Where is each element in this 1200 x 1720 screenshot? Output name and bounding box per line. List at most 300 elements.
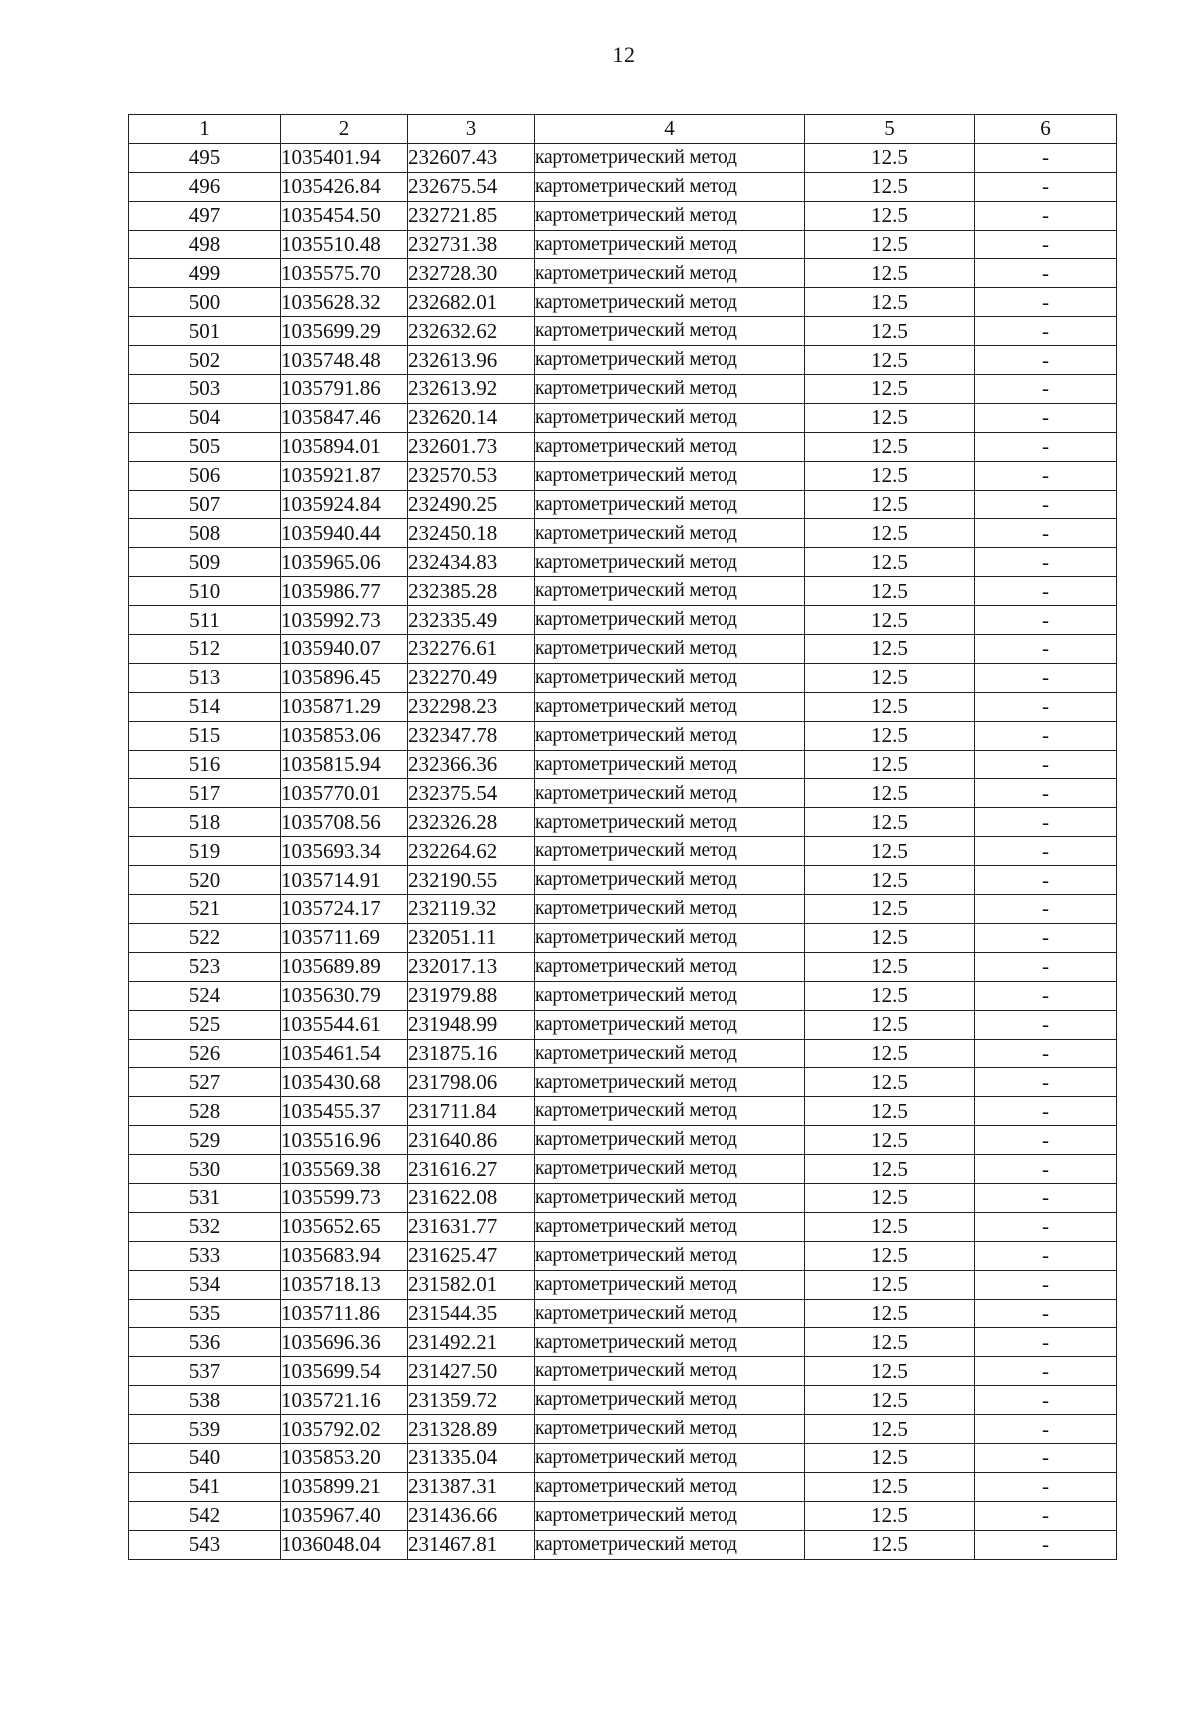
point-number-cell: 502: [129, 346, 281, 375]
accuracy-cell: 12.5: [805, 808, 975, 837]
method-cell: картометрический метод: [535, 981, 805, 1010]
point-number-cell: 513: [129, 663, 281, 692]
y-coordinate-cell: 231625.47: [408, 1241, 535, 1270]
method-cell: картометрический метод: [535, 663, 805, 692]
accuracy-cell: 12.5: [805, 1010, 975, 1039]
method-cell: картометрический метод: [535, 403, 805, 432]
table-row: [129, 866, 1117, 895]
accuracy-cell: 12.5: [805, 1501, 975, 1530]
description-cell: -: [975, 288, 1117, 317]
point-number-cell: 536: [129, 1328, 281, 1357]
point-number-cell: 527: [129, 1068, 281, 1097]
x-coordinate-cell: 1035721.16: [281, 1386, 408, 1415]
y-coordinate-cell: 231436.66: [408, 1501, 535, 1530]
description-cell: -: [975, 808, 1117, 837]
method-cell: картометрический метод: [535, 1386, 805, 1415]
point-number-cell: 505: [129, 432, 281, 461]
table-row: [129, 663, 1117, 692]
y-coordinate-cell: 232298.23: [408, 692, 535, 721]
x-coordinate-cell: 1035708.56: [281, 808, 408, 837]
column-header: 2: [281, 115, 408, 144]
x-coordinate-cell: 1035992.73: [281, 606, 408, 635]
x-coordinate-cell: 1035699.29: [281, 317, 408, 346]
x-coordinate-cell: 1035924.84: [281, 490, 408, 519]
x-coordinate-cell: 1035599.73: [281, 1183, 408, 1212]
y-coordinate-cell: 232335.49: [408, 606, 535, 635]
table-row: [129, 923, 1117, 952]
x-coordinate-cell: 1035748.48: [281, 346, 408, 375]
point-number-cell: 496: [129, 172, 281, 201]
table-row: [129, 1068, 1117, 1097]
description-cell: -: [975, 172, 1117, 201]
accuracy-cell: 12.5: [805, 143, 975, 172]
description-cell: -: [975, 201, 1117, 230]
accuracy-cell: 12.5: [805, 317, 975, 346]
y-coordinate-cell: 232347.78: [408, 721, 535, 750]
x-coordinate-cell: 1035461.54: [281, 1039, 408, 1068]
point-number-cell: 539: [129, 1415, 281, 1444]
table-header-row: [129, 115, 1117, 144]
point-number-cell: 532: [129, 1212, 281, 1241]
table-row: [129, 837, 1117, 866]
table-row: [129, 490, 1117, 519]
method-cell: картометрический метод: [535, 1472, 805, 1501]
point-number-cell: 506: [129, 461, 281, 490]
accuracy-cell: 12.5: [805, 1357, 975, 1386]
point-number-cell: 508: [129, 519, 281, 548]
x-coordinate-cell: 1035401.94: [281, 143, 408, 172]
x-coordinate-cell: 1035510.48: [281, 230, 408, 259]
point-number-cell: 520: [129, 866, 281, 895]
x-coordinate-cell: 1035871.29: [281, 692, 408, 721]
point-number-cell: 534: [129, 1270, 281, 1299]
table-row: [129, 1386, 1117, 1415]
accuracy-cell: 12.5: [805, 548, 975, 577]
method-cell: картометрический метод: [535, 1155, 805, 1184]
description-cell: -: [975, 1010, 1117, 1039]
description-cell: -: [975, 577, 1117, 606]
method-cell: картометрический метод: [535, 1241, 805, 1270]
method-cell: картометрический метод: [535, 1415, 805, 1444]
table-row: [129, 635, 1117, 664]
y-coordinate-cell: 231544.35: [408, 1299, 535, 1328]
y-coordinate-cell: 232366.36: [408, 750, 535, 779]
point-number-cell: 514: [129, 692, 281, 721]
y-coordinate-cell: 231631.77: [408, 1212, 535, 1241]
column-header: 3: [408, 115, 535, 144]
point-number-cell: 522: [129, 923, 281, 952]
point-number-cell: 525: [129, 1010, 281, 1039]
description-cell: -: [975, 1328, 1117, 1357]
table-row: [129, 895, 1117, 924]
point-number-cell: 507: [129, 490, 281, 519]
method-cell: картометрический метод: [535, 1068, 805, 1097]
description-cell: -: [975, 259, 1117, 288]
description-cell: -: [975, 1155, 1117, 1184]
accuracy-cell: 12.5: [805, 519, 975, 548]
table-row: [129, 201, 1117, 230]
table-row: [129, 1501, 1117, 1530]
accuracy-cell: 12.5: [805, 403, 975, 432]
x-coordinate-cell: 1035770.01: [281, 779, 408, 808]
accuracy-cell: 12.5: [805, 1126, 975, 1155]
column-header: 4: [535, 115, 805, 144]
method-cell: картометрический метод: [535, 143, 805, 172]
description-cell: -: [975, 721, 1117, 750]
description-cell: -: [975, 1357, 1117, 1386]
y-coordinate-cell: 232375.54: [408, 779, 535, 808]
y-coordinate-cell: 232450.18: [408, 519, 535, 548]
accuracy-cell: 12.5: [805, 1415, 975, 1444]
accuracy-cell: 12.5: [805, 577, 975, 606]
table-row: [129, 1530, 1117, 1559]
table-row: [129, 1039, 1117, 1068]
accuracy-cell: 12.5: [805, 346, 975, 375]
x-coordinate-cell: 1035630.79: [281, 981, 408, 1010]
table-row: [129, 346, 1117, 375]
point-number-cell: 529: [129, 1126, 281, 1155]
method-cell: картометрический метод: [535, 721, 805, 750]
method-cell: картометрический метод: [535, 490, 805, 519]
y-coordinate-cell: 232613.92: [408, 375, 535, 404]
x-coordinate-cell: 1035575.70: [281, 259, 408, 288]
table-row: [129, 750, 1117, 779]
table-row: [129, 1328, 1117, 1357]
x-coordinate-cell: 1035853.20: [281, 1443, 408, 1472]
accuracy-cell: 12.5: [805, 895, 975, 924]
accuracy-cell: 12.5: [805, 375, 975, 404]
x-coordinate-cell: 1035792.02: [281, 1415, 408, 1444]
point-number-cell: 531: [129, 1183, 281, 1212]
method-cell: картометрический метод: [535, 1212, 805, 1241]
method-cell: картометрический метод: [535, 172, 805, 201]
y-coordinate-cell: 232270.49: [408, 663, 535, 692]
x-coordinate-cell: 1035847.46: [281, 403, 408, 432]
point-number-cell: 535: [129, 1299, 281, 1328]
y-coordinate-cell: 232728.30: [408, 259, 535, 288]
y-coordinate-cell: 231359.72: [408, 1386, 535, 1415]
point-number-cell: 515: [129, 721, 281, 750]
x-coordinate-cell: 1035711.69: [281, 923, 408, 952]
y-coordinate-cell: 231582.01: [408, 1270, 535, 1299]
point-number-cell: 518: [129, 808, 281, 837]
point-number-cell: 495: [129, 143, 281, 172]
method-cell: картометрический метод: [535, 519, 805, 548]
description-cell: -: [975, 1299, 1117, 1328]
table-row: [129, 692, 1117, 721]
y-coordinate-cell: 232190.55: [408, 866, 535, 895]
accuracy-cell: 12.5: [805, 837, 975, 866]
x-coordinate-cell: 1035569.38: [281, 1155, 408, 1184]
accuracy-cell: 12.5: [805, 1299, 975, 1328]
x-coordinate-cell: 1035791.86: [281, 375, 408, 404]
description-cell: -: [975, 1039, 1117, 1068]
y-coordinate-cell: 232613.96: [408, 346, 535, 375]
description-cell: -: [975, 663, 1117, 692]
method-cell: картометрический метод: [535, 1357, 805, 1386]
x-coordinate-cell: 1035967.40: [281, 1501, 408, 1530]
description-cell: -: [975, 461, 1117, 490]
method-cell: картометрический метод: [535, 1097, 805, 1126]
column-header: 5: [805, 115, 975, 144]
description-cell: -: [975, 1501, 1117, 1530]
table-row: [129, 288, 1117, 317]
page-number: 12: [612, 42, 636, 67]
description-cell: -: [975, 375, 1117, 404]
accuracy-cell: 12.5: [805, 952, 975, 981]
accuracy-cell: 12.5: [805, 1270, 975, 1299]
point-number-cell: 500: [129, 288, 281, 317]
x-coordinate-cell: 1035455.37: [281, 1097, 408, 1126]
y-coordinate-cell: 231492.21: [408, 1328, 535, 1357]
x-coordinate-cell: 1035628.32: [281, 288, 408, 317]
method-cell: картометрический метод: [535, 895, 805, 924]
table-row: [129, 1357, 1117, 1386]
table-body: [129, 143, 1117, 1559]
method-cell: картометрический метод: [535, 375, 805, 404]
table-row: [129, 548, 1117, 577]
accuracy-cell: 12.5: [805, 692, 975, 721]
description-cell: -: [975, 1270, 1117, 1299]
x-coordinate-cell: 1035986.77: [281, 577, 408, 606]
y-coordinate-cell: 232632.62: [408, 317, 535, 346]
accuracy-cell: 12.5: [805, 1155, 975, 1184]
point-number-cell: 504: [129, 403, 281, 432]
accuracy-cell: 12.5: [805, 981, 975, 1010]
accuracy-cell: 12.5: [805, 230, 975, 259]
y-coordinate-cell: 232675.54: [408, 172, 535, 201]
x-coordinate-cell: 1035454.50: [281, 201, 408, 230]
description-cell: -: [975, 750, 1117, 779]
point-number-cell: 498: [129, 230, 281, 259]
point-number-cell: 501: [129, 317, 281, 346]
description-cell: -: [975, 1472, 1117, 1501]
table-row: [129, 1212, 1117, 1241]
accuracy-cell: 12.5: [805, 866, 975, 895]
table-row: [129, 259, 1117, 288]
accuracy-cell: 12.5: [805, 721, 975, 750]
accuracy-cell: 12.5: [805, 1530, 975, 1559]
description-cell: -: [975, 490, 1117, 519]
accuracy-cell: 12.5: [805, 1241, 975, 1270]
x-coordinate-cell: 1035921.87: [281, 461, 408, 490]
table-row: [129, 1443, 1117, 1472]
method-cell: картометрический метод: [535, 201, 805, 230]
y-coordinate-cell: 232607.43: [408, 143, 535, 172]
method-cell: картометрический метод: [535, 1270, 805, 1299]
accuracy-cell: 12.5: [805, 1386, 975, 1415]
x-coordinate-cell: 1036048.04: [281, 1530, 408, 1559]
y-coordinate-cell: 231979.88: [408, 981, 535, 1010]
method-cell: картометрический метод: [535, 1443, 805, 1472]
table-row: [129, 779, 1117, 808]
table-row: [129, 519, 1117, 548]
method-cell: картометрический метод: [535, 1299, 805, 1328]
table-row: [129, 577, 1117, 606]
accuracy-cell: 12.5: [805, 1212, 975, 1241]
description-cell: -: [975, 432, 1117, 461]
y-coordinate-cell: 232682.01: [408, 288, 535, 317]
method-cell: картометрический метод: [535, 866, 805, 895]
column-header: 6: [975, 115, 1117, 144]
x-coordinate-cell: 1035940.07: [281, 635, 408, 664]
column-header: 1: [129, 115, 281, 144]
method-cell: картометрический метод: [535, 837, 805, 866]
x-coordinate-cell: 1035426.84: [281, 172, 408, 201]
point-number-cell: 511: [129, 606, 281, 635]
y-coordinate-cell: 232326.28: [408, 808, 535, 837]
table-row: [129, 606, 1117, 635]
table-row: [129, 1270, 1117, 1299]
method-cell: картометрический метод: [535, 808, 805, 837]
x-coordinate-cell: 1035544.61: [281, 1010, 408, 1039]
x-coordinate-cell: 1035711.86: [281, 1299, 408, 1328]
point-number-cell: 512: [129, 635, 281, 664]
method-cell: картометрический метод: [535, 432, 805, 461]
y-coordinate-cell: 232434.83: [408, 548, 535, 577]
method-cell: картометрический метод: [535, 1501, 805, 1530]
method-cell: картометрический метод: [535, 952, 805, 981]
description-cell: -: [975, 923, 1117, 952]
y-coordinate-cell: 232620.14: [408, 403, 535, 432]
table-row: [129, 1126, 1117, 1155]
description-cell: -: [975, 1386, 1117, 1415]
description-cell: -: [975, 837, 1117, 866]
table-row: [129, 1097, 1117, 1126]
table-row: [129, 1415, 1117, 1444]
method-cell: картометрический метод: [535, 548, 805, 577]
method-cell: картометрический метод: [535, 288, 805, 317]
y-coordinate-cell: 231427.50: [408, 1357, 535, 1386]
x-coordinate-cell: 1035652.65: [281, 1212, 408, 1241]
y-coordinate-cell: 231948.99: [408, 1010, 535, 1039]
method-cell: картометрический метод: [535, 1328, 805, 1357]
point-number-cell: 538: [129, 1386, 281, 1415]
description-cell: -: [975, 606, 1117, 635]
accuracy-cell: 12.5: [805, 1097, 975, 1126]
table-row: [129, 1472, 1117, 1501]
x-coordinate-cell: 1035693.34: [281, 837, 408, 866]
method-cell: картометрический метод: [535, 779, 805, 808]
point-number-cell: 543: [129, 1530, 281, 1559]
point-number-cell: 510: [129, 577, 281, 606]
method-cell: картометрический метод: [535, 692, 805, 721]
description-cell: -: [975, 779, 1117, 808]
x-coordinate-cell: 1035896.45: [281, 663, 408, 692]
description-cell: -: [975, 1068, 1117, 1097]
y-coordinate-cell: 232264.62: [408, 837, 535, 866]
point-number-cell: 509: [129, 548, 281, 577]
description-cell: -: [975, 866, 1117, 895]
table-row: [129, 952, 1117, 981]
accuracy-cell: 12.5: [805, 1039, 975, 1068]
point-number-cell: 526: [129, 1039, 281, 1068]
y-coordinate-cell: 231467.81: [408, 1530, 535, 1559]
accuracy-cell: 12.5: [805, 490, 975, 519]
x-coordinate-cell: 1035724.17: [281, 895, 408, 924]
accuracy-cell: 12.5: [805, 259, 975, 288]
y-coordinate-cell: 231798.06: [408, 1068, 535, 1097]
description-cell: -: [975, 548, 1117, 577]
x-coordinate-cell: 1035683.94: [281, 1241, 408, 1270]
table-row: [129, 172, 1117, 201]
table-row: [129, 981, 1117, 1010]
coordinates-table: [128, 114, 1117, 1560]
description-cell: -: [975, 1183, 1117, 1212]
point-number-cell: 499: [129, 259, 281, 288]
accuracy-cell: 12.5: [805, 923, 975, 952]
accuracy-cell: 12.5: [805, 1472, 975, 1501]
y-coordinate-cell: 232731.38: [408, 230, 535, 259]
x-coordinate-cell: 1035689.89: [281, 952, 408, 981]
description-cell: -: [975, 1443, 1117, 1472]
y-coordinate-cell: 232570.53: [408, 461, 535, 490]
y-coordinate-cell: 232276.61: [408, 635, 535, 664]
method-cell: картометрический метод: [535, 317, 805, 346]
method-cell: картометрический метод: [535, 461, 805, 490]
accuracy-cell: 12.5: [805, 779, 975, 808]
description-cell: -: [975, 1212, 1117, 1241]
point-number-cell: 497: [129, 201, 281, 230]
method-cell: картометрический метод: [535, 1530, 805, 1559]
x-coordinate-cell: 1035516.96: [281, 1126, 408, 1155]
accuracy-cell: 12.5: [805, 663, 975, 692]
point-number-cell: 537: [129, 1357, 281, 1386]
method-cell: картометрический метод: [535, 259, 805, 288]
accuracy-cell: 12.5: [805, 606, 975, 635]
description-cell: -: [975, 952, 1117, 981]
x-coordinate-cell: 1035815.94: [281, 750, 408, 779]
accuracy-cell: 12.5: [805, 1328, 975, 1357]
y-coordinate-cell: 232721.85: [408, 201, 535, 230]
y-coordinate-cell: 232119.32: [408, 895, 535, 924]
x-coordinate-cell: 1035894.01: [281, 432, 408, 461]
x-coordinate-cell: 1035696.36: [281, 1328, 408, 1357]
method-cell: картометрический метод: [535, 606, 805, 635]
table-row: [129, 403, 1117, 432]
y-coordinate-cell: 232017.13: [408, 952, 535, 981]
accuracy-cell: 12.5: [805, 288, 975, 317]
accuracy-cell: 12.5: [805, 750, 975, 779]
description-cell: -: [975, 230, 1117, 259]
description-cell: -: [975, 692, 1117, 721]
method-cell: картометрический метод: [535, 750, 805, 779]
method-cell: картометрический метод: [535, 577, 805, 606]
x-coordinate-cell: 1035430.68: [281, 1068, 408, 1097]
table-row: [129, 461, 1117, 490]
method-cell: картометрический метод: [535, 1039, 805, 1068]
description-cell: -: [975, 895, 1117, 924]
point-number-cell: 528: [129, 1097, 281, 1126]
description-cell: -: [975, 1241, 1117, 1270]
table-row: [129, 1241, 1117, 1270]
x-coordinate-cell: 1035965.06: [281, 548, 408, 577]
x-coordinate-cell: 1035940.44: [281, 519, 408, 548]
accuracy-cell: 12.5: [805, 172, 975, 201]
point-number-cell: 540: [129, 1443, 281, 1472]
table-row: [129, 230, 1117, 259]
description-cell: -: [975, 1097, 1117, 1126]
accuracy-cell: 12.5: [805, 1068, 975, 1097]
table-row: [129, 808, 1117, 837]
description-cell: -: [975, 635, 1117, 664]
accuracy-cell: 12.5: [805, 1183, 975, 1212]
description-cell: -: [975, 519, 1117, 548]
table-row: [129, 375, 1117, 404]
x-coordinate-cell: 1035853.06: [281, 721, 408, 750]
accuracy-cell: 12.5: [805, 461, 975, 490]
point-number-cell: 517: [129, 779, 281, 808]
